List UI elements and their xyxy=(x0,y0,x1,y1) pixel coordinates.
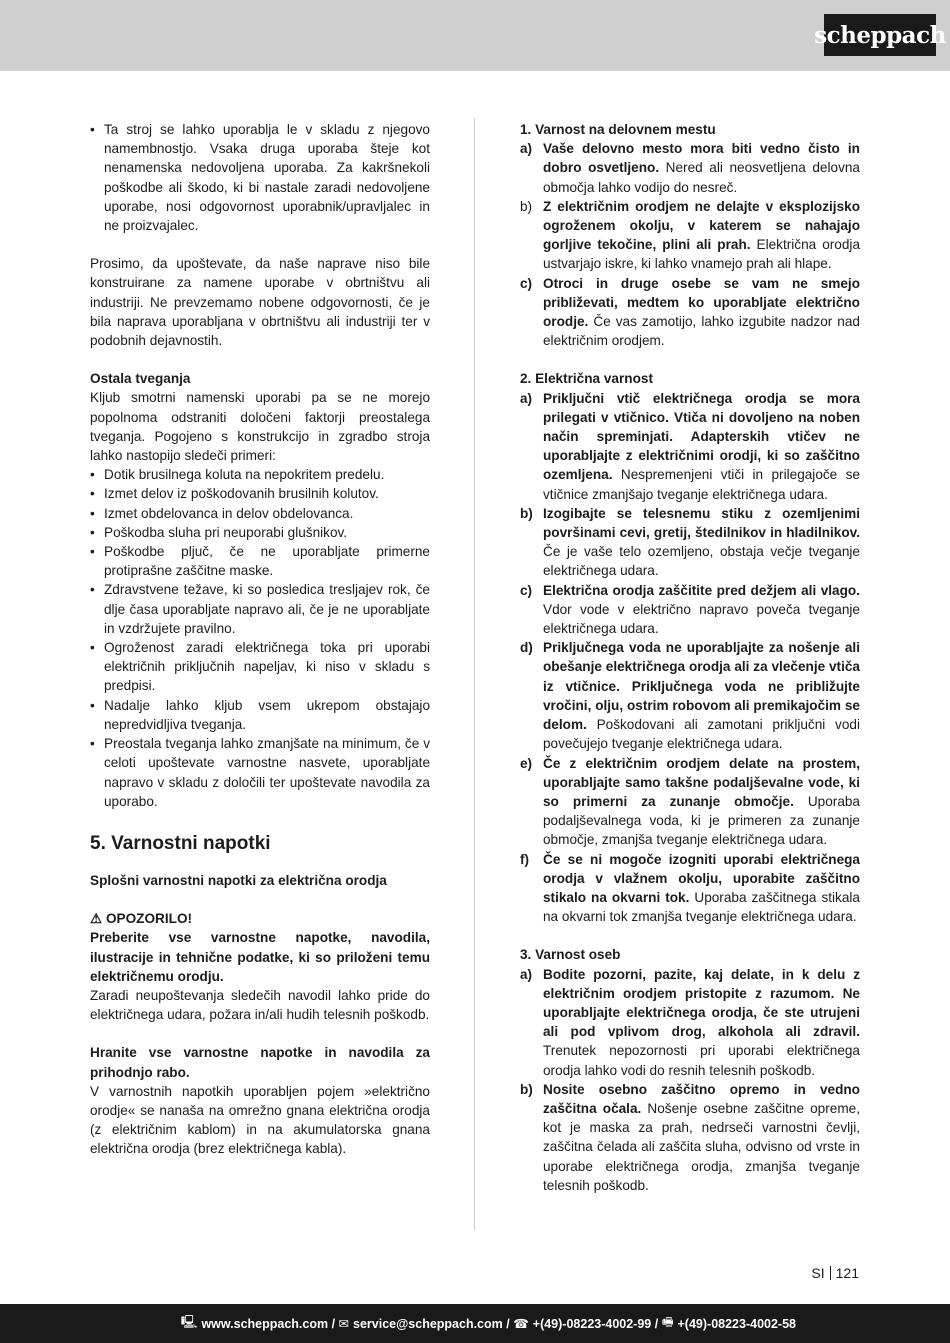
list-item: • Zdravstvene težave, ki so posledica tresljajev rok, če dlje časa uporabljate napravo ali, če je ne uporabljate in vzdržujete pravilno. xyxy=(90,580,430,638)
list-item: • Dotik brusilnega koluta na nepokritem predelu. xyxy=(90,465,430,484)
list-item: • Nadalje lahko kljub vsem ukrepom obstajajo nepredvidljiva tveganja. xyxy=(90,696,430,734)
residual-risks-intro: Kljub smotrni namenski uporabi pa se ne morejo popolnoma odstraniti določeni faktorji preostalega tveganja. Pogojeno s konstrukcijo in zgradbo stroja lahko nastopijo sledeči primeri: xyxy=(90,390,430,464)
list-item: a) Vaše delovno mesto mora biti vedno čisto in dobro osvetljeno. Nered ali neosvetljena delovna območja lahko vodijo do nesreč. xyxy=(520,141,860,195)
footer-separator: / xyxy=(651,1316,662,1331)
list-item: • Poškodba sluha pri neuporabi glušnikov. xyxy=(90,523,430,542)
monitor-icon: 🖳 xyxy=(180,1315,198,1329)
list-item: c) Otroci in druge osebe se vam ne smejo približevati, medtem ko uporabljate električno orodje. Če vas zamotijo, lahko izgubite nadzor nad električnim orodjem. xyxy=(520,275,860,349)
phone-icon: ☎ xyxy=(513,1317,529,1331)
keep-instructions-heading: Hranite vse varnostne napotke in navodila za prihodnjo rabo. xyxy=(90,1045,430,1080)
list-item: a) Bodite pozorni, pazite, kaj delate, in k delu z električnim orodjem pristopite z razumom. Ne uporabljajte električnega orodja, če ste utrujeni ali pod vplivom drog, alkohola ali zdravil. Trenutek nepozornosti pri uporabi električnega orodja lahko vodi do resnih telesnih poškodb. xyxy=(520,966,860,1078)
warning-label: OPOZORILO! xyxy=(105,911,193,927)
list-item: d) Priključnega voda ne uporabljajte za nošenje ali obešanje električnega orodja ali za vlečenje vtiča iz vtičnice. Priključnega voda ne približujte vročini, olju, ostrim robovom ali premikajočim se delom. Poškodovani ali zamotani priključni vodi povečujejo tveganje električnega udara. xyxy=(520,640,860,752)
language-code: SI xyxy=(811,1265,825,1281)
right-column xyxy=(520,120,860,1195)
fax-number: +(49)-08223-4002-58 xyxy=(677,1316,796,1331)
footer-separator: / xyxy=(328,1316,339,1331)
general-safety-heading: Splošni varnostni napotki za električna orodja xyxy=(90,872,387,888)
list-item: b) Nosite osebno zaščitno opremo in vedno zaščitna očala. Nošenje osebne zaščitne opreme, kot je maska za prah, nedrseči varnostni čevlji, zaščitna čelada ali zaščita sluha, odvisno od vrste in uporabe električnega orodja, zmanjša tveganje telesnih poškodb. xyxy=(520,1081,860,1193)
personal-safety-heading: 3. Varnost oseb xyxy=(520,947,621,963)
residual-risks-heading: Ostala tveganja xyxy=(90,371,191,387)
email-link[interactable]: service@scheppach.com xyxy=(353,1316,503,1331)
mail-icon: ✉ xyxy=(338,1317,349,1331)
website-link[interactable]: www.scheppach.com xyxy=(201,1316,329,1331)
intended-use-bullet: • Ta stroj se lahko uporablja le v skladu z njegovo namembnostjo. Vsaka druga uporaba šteje kot nenamenska nedovoljena uporaba. Za kakršnekoli poškodbe ali škodo, ki bi nastale zaradi nedovoljene uporabe, nosi odgovornost uporabnik/upravljalec in ne proizvajalec. xyxy=(90,120,430,235)
electrical-safety-heading: 2. Električna varnost xyxy=(520,371,653,387)
left-column xyxy=(90,120,430,1159)
list-item: • Ogroženost zaradi električnega toka pri uporabi električnih priključnih napeljav, ki niso v skladu s predpisi. xyxy=(90,638,430,696)
keep-instructions-text: V varnostnih napotkih uporabljen pojem »električno orodje« se nanaša na omrežno gnana električna orodja (z električnim kablom) in na akumulatorska gnana električna orodja (brez električnega kabla). xyxy=(90,1083,430,1157)
list-item: • Izmet delov iz poškodovanih brusilnih kolutov. xyxy=(90,484,430,503)
list-item: f) Če se ni mogoče izogniti uporabi električnega orodja v vlažnem okolju, uporabite zaščitno stikalo na okvarni tok. Uporaba zaščitnega stikala na okvarni tok zmanjša tveganje električnega udara. xyxy=(520,851,860,925)
footer-separator: / xyxy=(502,1316,514,1331)
page-separator xyxy=(830,1266,831,1280)
warning-bold-text: Preberite vse varnostne napotke, navodila, ilustracije in tehnične podatke, ki so priloženi temu električnemu orodju. xyxy=(90,930,430,984)
residual-risks-list xyxy=(90,465,430,811)
page-number-value: 121 xyxy=(835,1265,859,1281)
warning-heading xyxy=(90,909,430,928)
list-item: b) Z električnim orodjem ne delajte v eksplozijsko ogroženem okolju, v katerem se nahajajo gorljive tekočine, plini ali prah. Električna orodja ustvarjajo iskre, ki lahko vnamejo prah ali hlape. xyxy=(520,198,861,272)
warning-text: Zaradi neupoštevanja sledečih navodil lahko pride do električnega udara, požara in/ali hudih telesnih poškodb. xyxy=(90,987,430,1023)
list-item: • Preostala tveganja lahko zmanjšate na minimum, če v celoti upoštevate varnostne nasvete, uporabljate napravo v skladu z določili ter upoštevate navodila za uporabo. xyxy=(90,734,430,811)
list-item: • Izmet obdelovanca in delov obdelovanca. xyxy=(90,504,430,523)
list-item: a) Priključni vtič električnega orodja se mora prilegati v vtičnico. Vtiča ni dovoljeno na noben način spreminjati. Adapterskih vtičev ne uporabljajte z električnimi orodji, ki so zaščitno ozemljena. Nespremenjeni vtiči in prilegajoče se vtičnice zmanjšajo tveganje električnega udara. xyxy=(520,390,860,502)
industrial-use-notice: Prosimo, da upoštevate, da naše naprave niso bile konstruirane za namene uporabe v obrtništvu ali industriji. Ne prevzemamo nobene odgovornosti, če je bila naprava uporabljana v obrtništvu ali industriji ter v podobnih dejavnostih. xyxy=(90,256,430,349)
list-item: c) Električna orodja zaščitite pred dežjem ali vlago. Vdor vode v električno napravo poveča tveganje električnega udara. xyxy=(520,582,860,637)
phone-number: +(49)-08223-4002-99 xyxy=(532,1316,652,1331)
fax-icon: 🖷 xyxy=(661,1315,674,1329)
header-bar xyxy=(0,0,950,71)
section-title: 5. Varnostni napotki xyxy=(90,832,271,854)
list-item: • Poškodbe pljuč, če ne uporabljate primerne protiprašne zaščitne maske. xyxy=(90,542,430,580)
column-divider xyxy=(474,118,475,1230)
footer-bar xyxy=(0,1304,950,1343)
warning-triangle-icon: ⚠ xyxy=(90,911,103,927)
scheppach-logo: scheppach xyxy=(824,14,936,56)
list-item: b) Izogibajte se telesnemu stiku z ozemljenimi površinami cevi, gretij, štedilnikov in hladilnikov. Če je vaše telo ozemljeno, obstaja večje tveganje električnega udara. xyxy=(520,505,860,579)
workplace-safety-heading: 1. Varnost na delovnem mestu xyxy=(520,122,716,137)
page-number xyxy=(811,1265,859,1281)
list-item: e) Če z električnim orodjem delate na prostem, uporabljajte samo takšne podaljševalne vode, ki so primerni za zunanje območje. Uporaba podaljševalnega voda, ki je primeren za zunanje območje, zmanjša tveganje električnega udara. xyxy=(520,755,860,848)
